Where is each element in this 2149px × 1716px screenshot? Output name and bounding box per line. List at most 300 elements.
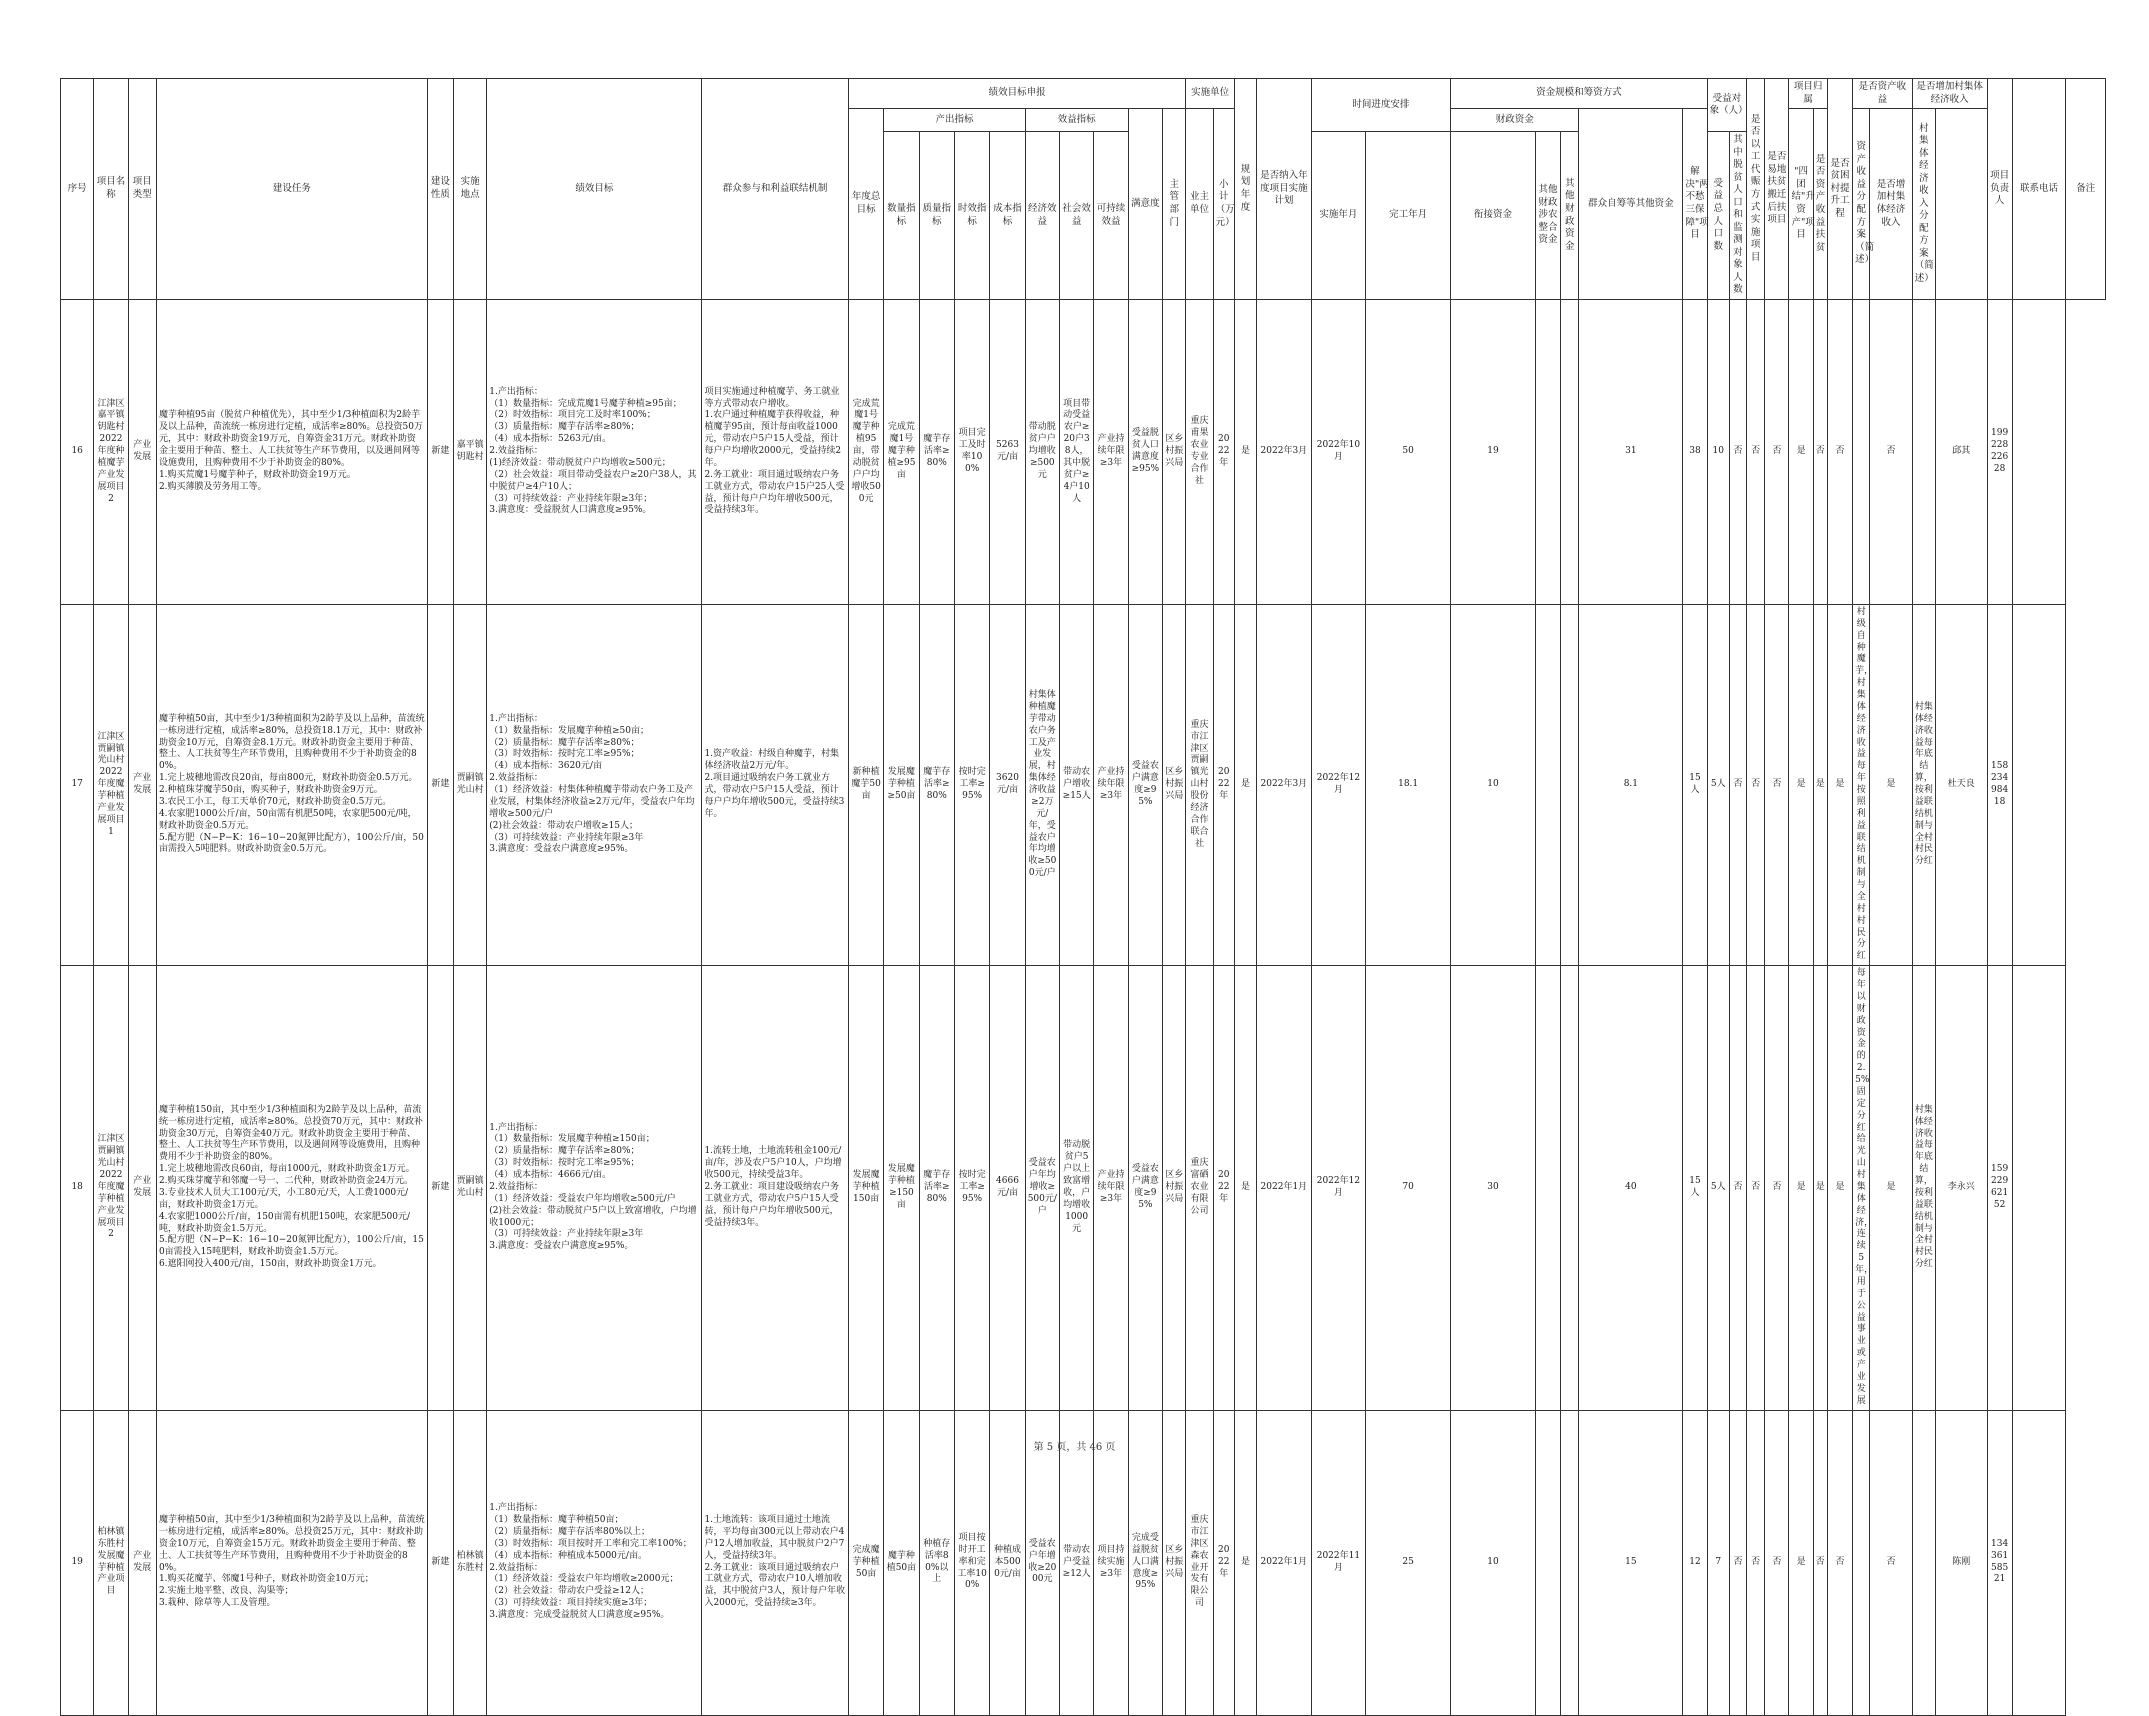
- header-collective: 是否增加村集体经济收入: [1912, 79, 1987, 109]
- cell-seq: [61, 299, 94, 604]
- cell-text: 否: [1815, 1556, 1825, 1567]
- cell-jointvillage: [1789, 1410, 1813, 1715]
- cell-text: 完成荒魔1号魔芋种植95亩，带动脱贫户户均增收500元: [851, 398, 881, 504]
- cell-text: 2022年12月: [1316, 1176, 1361, 1198]
- cell-phone: [1987, 966, 2012, 1410]
- header-collective-yes: 是否增加村集体经济收入: [1870, 109, 1912, 300]
- cell-text: 是: [1796, 1556, 1806, 1567]
- cell-sustain: [1094, 604, 1128, 965]
- cell-text: 江津区贾嗣镇光山村2022年度魔芋种植产业发展项目2: [97, 1134, 125, 1240]
- header-end: 完工年月: [1366, 132, 1451, 300]
- header-head: 项目负责人: [1987, 79, 2012, 300]
- cell-planyear: [1213, 1410, 1234, 1715]
- cell-connect: [1451, 966, 1536, 1410]
- header-subtotal: 小计（万元）: [1213, 109, 1234, 300]
- cell-text: 按时完工率≥95%: [958, 1170, 986, 1204]
- cell-coll-plan: [1912, 604, 1935, 965]
- cell-text: 受益脱贫人口满意度≥95%: [1131, 428, 1160, 474]
- cell-quality: [919, 299, 954, 604]
- header-other-fiscal: 其他财政资金: [1561, 132, 1579, 300]
- header-benefit: 效益指标: [1025, 109, 1128, 132]
- cell-cost: [990, 966, 1025, 1410]
- cell-text: 魔芋种植50亩: [886, 1550, 917, 1573]
- cell-text: 项目按时开工率和完工率100%: [957, 1532, 987, 1591]
- cell-benef-poor: [1707, 966, 1729, 1410]
- cell-text: 10: [1487, 1556, 1499, 1567]
- cell-text: 2022年3月: [1260, 446, 1308, 457]
- cell-text: 1.产出指标： （1）数量指标：魔芋种植50亩； （2）质量指标：魔芋存活率80%以上； （3）时效指标：项目按时开工率和完工率100%； （4）成本指标：种植成本5000元/亩。 2.效益指标： （1）经济效益：受益农户年均增收≥2000元； （2）社会效益：带动农户受益≥12人； （3）可持续效益：项目持续实施≥3年； 3.满意度：完成受益脱贫人口满意度≥95%。: [489, 1503, 692, 1621]
- cell-text: 按时完工率≥95%: [958, 767, 986, 802]
- cell-subtotal: [1366, 966, 1451, 1410]
- page-footer: 第 5 页，共 46 页: [1033, 1442, 1116, 1453]
- cell-text: 带动脱贫户户均增收≥500元: [1028, 422, 1056, 480]
- cell-text: 柏林镇东胜村: [456, 1550, 484, 1573]
- header-quality: 质量指标: [919, 132, 954, 300]
- cell-text: 每年以财政资金的2.5%固定分红给光山村集体经济，连续5年，用于公益事业或产业发展: [1855, 968, 1874, 1406]
- cell-text: 是: [1240, 1556, 1250, 1567]
- cell-dept: [1163, 966, 1186, 1410]
- cell-nature: [427, 299, 453, 604]
- cell-end: [1311, 299, 1366, 604]
- header-fund: 资金规模和筹资方式: [1451, 79, 1708, 109]
- cell-text: 2022年: [1218, 1544, 1230, 1579]
- cell-text: 13436158521: [1991, 1538, 2009, 1585]
- cell-benef-poor: [1707, 299, 1729, 604]
- cell-goal: [487, 604, 702, 965]
- cell-workrelief: [1729, 966, 1746, 1410]
- cell-start: [1257, 966, 1312, 1410]
- cell-text: 产业发展: [133, 1176, 152, 1198]
- cell-text: 2022年12月: [1316, 773, 1361, 796]
- cell-connect: [1451, 1410, 1536, 1715]
- cell-text: 否: [1733, 779, 1743, 790]
- cell-type: [128, 966, 156, 1410]
- cell-text: 1.资产收益：村级自种魔芋，村集体经济收益2万元/年。 2.项目通过吸纳农户务工就业方式，带动农户5户15人受益，预计每户户均年增收500元，受益持续3年。: [704, 749, 845, 819]
- cell-text: 否: [1733, 446, 1743, 457]
- cell-coll-yes: [1870, 299, 1912, 604]
- header-benef-total: 受益总人口数: [1707, 132, 1729, 300]
- cell-text: 是: [1240, 1181, 1250, 1192]
- cell-assetinc-yes: [1827, 299, 1852, 604]
- table-row: [61, 966, 2106, 1410]
- cell-qty: [884, 966, 919, 1410]
- cell-name: [94, 299, 128, 604]
- table-row: [61, 299, 2106, 604]
- cell-text: 否: [1772, 1556, 1782, 1567]
- cell-benef-total: [1683, 1410, 1707, 1715]
- cell-subtotal: [1366, 1410, 1451, 1715]
- cell-text: 邱其: [1952, 446, 1971, 457]
- cell-phone: [1987, 299, 2012, 604]
- cell-other: [1535, 966, 1560, 1410]
- cell-text: 70: [1402, 1181, 1414, 1192]
- cell-text: 2022年: [1218, 767, 1230, 802]
- header-joint-village: "四团结"升资产"项目: [1789, 109, 1813, 300]
- cell-inplan: [1234, 299, 1256, 604]
- cell-task: [156, 604, 427, 965]
- cell-assetinc-plan: [1853, 604, 1874, 965]
- cell-text: 4666元/亩: [996, 1176, 1019, 1198]
- header-cost: 成本指标: [990, 132, 1025, 300]
- cell-twoassure: [1765, 1410, 1789, 1715]
- cell-cost: [990, 1410, 1025, 1715]
- cell-text: 新建: [431, 1556, 450, 1567]
- cell-text: 项目完工及时率100%: [958, 428, 986, 474]
- cell-cost: [990, 299, 1025, 604]
- cell-head: [1935, 299, 1987, 604]
- cell-benef-total: [1683, 299, 1707, 604]
- cell-head: [1935, 1410, 1987, 1715]
- cell-mechanism: [702, 604, 848, 965]
- cell-text: 魔芋种植150亩，其中至少1/3种植面积为2龄芋及以上品种，苗流统一栋房进行定植，成活率≥80%。总投资70万元，其中：财政补助资金30万元，自筹资金40万元。财政补助资金主要用于种苗、整土、人工扶贫等生产环节费用，以及遇间网等设施费用，且购种费用不少于补助资金的80%。 1.完上坡穗地需改良60亩，每亩1000元，财政补助资金1万元。 2.购买珠芽魔芋和邻魔一号一、二代种，财政补助资金24万元。 3.专业技术人员大工100元/天，小工80元/天，人工费1000元/亩，财政补助资金1万元。 4.农家肥1000公斤/亩，150亩需有机肥150吨，农家肥500元/吨，财政补助资金1.5万元。 5.配方肥（N−P−K：16−10−20氮钾比配方），100公斤/亩，150亩需投入15吨肥料，财政补助资金1.5万元。 6.遮阳网投入400元/亩，150亩，财政补助资金1万元。: [158, 1104, 424, 1270]
- cell-text: 否: [1751, 1181, 1761, 1192]
- cell-mechanism: [702, 299, 848, 604]
- cell-annual: [848, 966, 883, 1410]
- cell-sustain: [1094, 1410, 1128, 1715]
- header-goal: 绩效目标: [487, 79, 702, 300]
- cell-planyear: [1213, 604, 1234, 965]
- cell-benef-poor: [1707, 604, 1729, 965]
- cell-selfraised: [1579, 1410, 1683, 1715]
- cell-text: 受益农户年均增收≥500元/户: [1027, 1158, 1057, 1216]
- cell-text: 发展魔芋种植≥150亩: [887, 1164, 915, 1210]
- cell-time: [954, 604, 989, 965]
- header-beneficiaries: 受益对象（人）: [1707, 79, 1746, 132]
- cell-text: 村集体经济收益每年底结算，按利益联结机制与全村村民分红: [1914, 701, 1933, 867]
- cell-text: 区乡村振兴局: [1165, 767, 1184, 802]
- header-attribution: 项目归属: [1789, 79, 1827, 109]
- cell-other: [1535, 299, 1560, 604]
- cell-connect: [1451, 604, 1536, 965]
- cell-dept: [1163, 299, 1186, 604]
- cell-text: 项目带动受益农户≥20户38人，其中脱贫户≥4户10人: [1063, 398, 1091, 504]
- cell-text: 8.1: [1623, 779, 1639, 790]
- cell-workrelief: [1729, 1410, 1746, 1715]
- header-place: 实施地点: [453, 79, 486, 300]
- cell-text: 否: [1751, 1556, 1761, 1567]
- cell-type: [128, 604, 156, 965]
- cell-name: [94, 604, 128, 965]
- cell-end: [1311, 1410, 1366, 1715]
- cell-text: 重庆市江津区森农业开发有限公司: [1190, 1515, 1209, 1609]
- header-remark: 备注: [2066, 79, 2106, 300]
- header-econ: 经济效益: [1025, 132, 1059, 300]
- cell-time: [954, 1410, 989, 1715]
- cell-text: 重庆甫果农业专业合作社: [1190, 416, 1209, 486]
- cell-subtotal: [1366, 604, 1451, 965]
- cell-text: 魔芋种植50亩，其中至少1/3种植面积为2龄芋及以上品种，苗流统一栋房进行定植，成活率≥80%，总投资18.1万元，其中：财政补助资金10万元，自筹资金8.1万元。财政补助资金主要用于种苗、整土、人工扶贫等生产环节费用，且购种费用不少于补助资金的80%。 1.完上坡穗地需改良20亩，每亩800元，财政补助资金0.5万元。 2.种植珠芽魔芋50亩，购买种子，财政补助资金9万元。 3.农民工小工，每工天单价70元，财政补助资金0.5万元。 4.农家肥1000公斤/亩，50亩需有机肥50吨，农家肥500元/吨，财政补助资金0.5万元。 5.配方肥（N−P−K：16−10−20氮钾比配方），100公斤/亩，50亩需投入5吨肥料。财政补助资金0.5万元。: [158, 713, 425, 855]
- cell-text: 19922822628: [1991, 428, 2009, 474]
- cell-satisfy: [1128, 604, 1162, 965]
- cell-text: 否: [1772, 1181, 1782, 1192]
- cell-satisfy: [1128, 299, 1162, 604]
- cell-text: 项目持续实施≥3年: [1097, 1544, 1125, 1579]
- cell-nature: [427, 604, 453, 965]
- cell-text: 魔芋种植50亩，其中至少1/3种植面积为2龄芋及以上品种，苗流统一栋房进行定植，成活率≥80%。总投资25万元，其中：财政补助资金10万元，自筹资金15万元。财政补助资金主要用于种苗、整土、人工扶贫等生产环节费用，且购种费用不少于补助资金的80%。 1.购买花魔芋、邻魔1号种子，财政补助资金10万元； 2.实施土地平整、改良、沟渠等； 3.栽种、除草等人工及管理。: [158, 1515, 425, 1609]
- cell-place: [453, 966, 486, 1410]
- header-output: 产出指标: [884, 109, 1025, 132]
- cell-text: 2022年1月: [1260, 1181, 1308, 1192]
- cell-coll-yes: [1870, 604, 1912, 965]
- cell-text: 杜天良: [1947, 779, 1975, 790]
- cell-text: 区乡村振兴局: [1165, 1170, 1184, 1204]
- cell-text: 2022年: [1218, 434, 1230, 468]
- cell-text: 村集体经济收益每年底结算，按利益联结机制与全村村民分红: [1914, 1104, 1933, 1270]
- cell-text: 陈刚: [1952, 1556, 1971, 1567]
- cell-text: 15823498418: [1991, 761, 2009, 807]
- cell-place: [453, 604, 486, 965]
- cell-text: 1.产出指标： （1）数量指标：发展魔芋种植≥150亩； （2）质量指标：魔芋存活率≥80%； （3）时效指标：按时完工率≥95%； （4）成本指标：4666元/亩。 2.效益指标： （1）经济效益：受益农户年均增收≥500元/户 (2)社会效益：带动脱贫户5户以上致富增收，户均增收1000元； （3）可持续效益：产业持续年限≥3年 3.满意度：受益农户满意度≥95%。: [489, 1122, 697, 1252]
- cell-text: 是: [1886, 1181, 1896, 1192]
- cell-text: 5人: [1710, 1181, 1726, 1192]
- cell-coll-plan: [1912, 966, 1935, 1410]
- header-qty: 数量指标: [884, 132, 919, 300]
- cell-text: 发展魔芋种植≥50亩: [887, 767, 916, 802]
- header-schedule: 时间进度安排: [1311, 79, 1450, 132]
- cell-assetinc-yes: [1827, 966, 1852, 1410]
- cell-selfraised: [1579, 604, 1683, 965]
- cell-satisfy: [1128, 1410, 1162, 1715]
- cell-satisfy: [1128, 966, 1162, 1410]
- cell-text: 村集体种植魔芋带动农户务工及产业发展，村集体经济收益≥2万元/年，受益农户年均增收≥500元/户: [1028, 690, 1057, 879]
- cell-text: 李永兴: [1947, 1181, 1975, 1192]
- cell-other: [1535, 1410, 1560, 1715]
- cell-mechanism: [702, 966, 848, 1410]
- cell-text: 15922962152: [1991, 1164, 2009, 1210]
- cell-planyear: [1213, 299, 1234, 604]
- cell-quality: [919, 1410, 954, 1715]
- cell-text: 带动脱贫户5户以上致富增收，户均增收1000元: [1063, 1140, 1091, 1234]
- cell-text: 产业发展: [133, 773, 152, 796]
- cell-type: [128, 299, 156, 604]
- cell-text: 否: [1815, 446, 1825, 457]
- cell-povertyvillage: [1813, 1410, 1827, 1715]
- header-collective-plan: 村集体经济收入分配方案（简述）: [1912, 109, 1935, 300]
- cell-other: [1535, 604, 1560, 965]
- cell-poorvillage: [1747, 966, 1765, 1410]
- cell-planyear: [1213, 966, 1234, 1410]
- cell-phone: [1987, 1410, 2012, 1715]
- cell-text: 38: [1689, 446, 1701, 457]
- cell-text: 是: [1815, 1181, 1825, 1192]
- cell-text: 否: [1772, 446, 1782, 457]
- header-project-type: 项目类型: [128, 79, 156, 300]
- cell-place: [453, 1410, 486, 1715]
- cell-text: 2022年11月: [1316, 1550, 1361, 1573]
- cell-social: [1059, 604, 1093, 965]
- header-social: 社会效益: [1059, 132, 1093, 300]
- cell-task: [156, 966, 427, 1410]
- cell-qty: [884, 604, 919, 965]
- cell-otherfin: [1561, 1410, 1579, 1715]
- cell-text: 村级自种魔芋，村集体经济收益每年按照利益联结机制与全村村民分红: [1855, 606, 1874, 962]
- cell-text: 魔芋存活率≥80%: [923, 767, 951, 802]
- cell-quality: [919, 604, 954, 965]
- cell-goal: [487, 299, 702, 604]
- project-table: [60, 78, 2106, 1716]
- cell-workrelief: [1729, 299, 1746, 604]
- header-asset-income: 是否资产收益: [1853, 79, 1913, 109]
- cell-jointvillage: [1789, 299, 1813, 604]
- cell-text: 受益农户满意度≥95%: [1131, 761, 1159, 807]
- cell-inplan: [1234, 966, 1256, 1410]
- header-owner: 业主单位: [1186, 109, 1213, 300]
- cell-text: 新种植魔芋50亩: [851, 767, 881, 802]
- header-phone: 联系电话: [2012, 79, 2066, 300]
- cell-type: [128, 1410, 156, 1715]
- cell-econ: [1025, 966, 1059, 1410]
- header-task: 建设任务: [156, 79, 427, 300]
- header-time: 时效指标: [954, 132, 989, 300]
- cell-text: 19: [1487, 446, 1499, 457]
- cell-cost: [990, 604, 1025, 965]
- cell-text: 是: [1240, 779, 1250, 790]
- cell-head: [1935, 966, 1987, 1410]
- cell-twoassure: [1765, 966, 1789, 1410]
- cell-seq: [61, 1410, 94, 1715]
- cell-text: 发展魔芋种植150亩: [852, 1170, 880, 1204]
- header-asset-income-plan: 资产收益分配方案（简述）: [1853, 109, 1870, 300]
- cell-text: 5263元/亩: [996, 440, 1019, 462]
- cell-text: 否: [1835, 446, 1845, 457]
- cell-text: 1.流转土地，土地流转租金100元/亩/年，涉及农户5户10人，户均增收500元，持续受益3年。 2.务工就业：项目建设吸纳农户务工就业方式，带动农户5户15人受益，预计每户户均年增收500元，受益持续3年。: [704, 1146, 842, 1228]
- cell-nature: [427, 966, 453, 1410]
- cell-inplan: [1234, 604, 1256, 965]
- header-in-plan: 是否纳入年度项目实施计划: [1257, 79, 1312, 300]
- cell-assetinc-plan: [1853, 1410, 1870, 1715]
- cell-annual: [848, 299, 883, 604]
- cell-text: 魔芋种植95亩（脱贫户种植优先），其中至少1/3种植面积为2龄芋及以上品种，苗流统一栋房进行定植，成活率≥80%。总投资50万元，其中：财政补助资金19万元，自筹资金31万元。财政补助资金主要用于种苗、整土、人工扶贫等生产环节费用，以及遇间网等设施费用，且购种费用不少于补助资金的80%。 1.购买荒魔1号魔芋种子，财政补助资金19万元。 2.购买薄膜及劳务用工等。: [158, 410, 423, 492]
- cell-quality: [919, 966, 954, 1410]
- cell-subtotal: [1366, 299, 1451, 604]
- cell-text: 是: [1835, 1181, 1845, 1192]
- cell-text: 12: [1689, 1556, 1701, 1567]
- header-plan-year: 规划年度: [1234, 79, 1256, 300]
- cell-start: [1257, 604, 1312, 965]
- cell-econ: [1025, 299, 1059, 604]
- cell-task: [156, 299, 427, 604]
- cell-social: [1059, 299, 1093, 604]
- header-dept: 主管部门: [1163, 109, 1186, 300]
- cell-text: 区乡村振兴局: [1165, 434, 1184, 468]
- cell-text: 受益农户满意度≥95%: [1131, 1164, 1159, 1210]
- cell-selfraised: [1579, 299, 1683, 604]
- cell-head: [1935, 604, 1987, 965]
- cell-poorvillage: [1747, 1410, 1765, 1715]
- cell-text: 魔芋存活率≥80%: [923, 434, 951, 468]
- header-relocation: 是否易地扶贫搬迁后扶项目: [1765, 79, 1789, 300]
- cell-text: 否: [1886, 446, 1896, 457]
- cell-text: 17: [71, 779, 83, 790]
- cell-otherfin: [1561, 299, 1579, 604]
- cell-text: 新建: [431, 446, 450, 457]
- cell-text: 1.产出指标： （1）数量指标：发展魔芋种植≥50亩； （2）质量指标：魔芋存活率≥80%； （3）时效指标：按时完工率≥95%； （4）成本指标：3620元/亩 2.效益指标： （1）经济效益：村集体种植魔芋带动农户务工及产业发展，村集体经济收益≥2万元/年，受益农户年均增收≥500元/户 (2)社会效益：带动农户增收≥15人； （3）可持续效益：产业持续年限≥3年 3.满意度：受益农户满意度≥95%。: [489, 713, 695, 855]
- table-row: [61, 1410, 2106, 1715]
- cell-poorvillage: [1747, 299, 1765, 604]
- cell-text: 柏林镇东胜村发展魔芋种植产业项目: [97, 1526, 125, 1597]
- cell-dept: [1163, 604, 1186, 965]
- cell-text: 5人: [1710, 779, 1726, 790]
- cell-text: 50: [1402, 446, 1414, 457]
- table-row: [61, 604, 2106, 965]
- header-fiscal: 财政资金: [1451, 109, 1579, 132]
- cell-text: 18: [71, 1181, 83, 1192]
- cell-owner: [1186, 604, 1213, 965]
- cell-end: [1311, 604, 1366, 965]
- cell-place: [453, 299, 486, 604]
- header-connect-fund: 衔接资金: [1451, 132, 1536, 300]
- cell-text: 否: [1751, 779, 1761, 790]
- cell-start: [1257, 1410, 1312, 1715]
- cell-text: 10: [1487, 779, 1499, 790]
- cell-twoassure: [1765, 604, 1789, 965]
- cell-seq: [61, 604, 94, 965]
- cell-name: [94, 966, 128, 1410]
- header-poverty-village: 是否贫困村提升工程: [1827, 79, 1852, 300]
- header-two-assure: 解决"两不愁三保障"项目: [1683, 109, 1707, 300]
- cell-workrelief: [1729, 604, 1746, 965]
- cell-benef-poor: [1707, 1410, 1729, 1715]
- cell-text: 完成魔芋种植50亩: [852, 1544, 880, 1579]
- cell-name: [94, 1410, 128, 1715]
- cell-povertyvillage: [1813, 966, 1827, 1410]
- cell-text: 否: [1733, 1556, 1743, 1567]
- header-seq: 序号: [61, 79, 94, 300]
- cell-poorvillage: [1747, 604, 1765, 965]
- cell-text: 是: [1796, 1181, 1806, 1192]
- cell-text: 是: [1240, 446, 1250, 457]
- cell-text: 产业发展: [133, 440, 152, 462]
- cell-coll-yes: [1870, 966, 1912, 1410]
- cell-econ: [1025, 604, 1059, 965]
- cell-text: 15人: [1689, 773, 1701, 796]
- header-self-raised: 群众自筹等其他资金: [1579, 109, 1683, 300]
- cell-owner: [1186, 1410, 1213, 1715]
- cell-text: 30: [1487, 1181, 1499, 1192]
- cell-text: 重庆市江津区贾嗣镇光山村股份经济合作联合社: [1190, 719, 1209, 849]
- cell-text: 19: [71, 1556, 83, 1567]
- cell-phone: [1987, 604, 2012, 965]
- cell-benef-total: [1683, 604, 1707, 965]
- cell-assetinc-plan: [1853, 299, 1870, 604]
- cell-nature: [427, 1410, 453, 1715]
- cell-selfraised: [1579, 966, 1683, 1410]
- cell-assetinc-plan: [1853, 966, 1874, 1410]
- cell-text: 25: [1402, 1556, 1414, 1567]
- cell-coll-plan: [1912, 299, 1935, 604]
- cell-text: 2022年1月: [1260, 1556, 1308, 1567]
- cell-remark: [2012, 1410, 2066, 1715]
- cell-text: 15: [1625, 1556, 1637, 1567]
- cell-inplan: [1234, 1410, 1256, 1715]
- cell-text: 是: [1886, 779, 1896, 790]
- header-benef-poor: 其中脱贫人口和监测对象人数: [1729, 132, 1746, 300]
- table-body: [61, 299, 2106, 1715]
- cell-text: 7: [1715, 1556, 1722, 1567]
- cell-text: 1.产出指标： （1）数量指标：完成荒魔1号魔芋种植≥95亩； （2）时效指标：项目完工及时率100%； （3）质量指标：魔芋存活率≥80%； （4）成本指标：5263元/亩。 2.效益指标： (1)经济效益：带动脱贫户户均增收≥500元； （2）社会效益：项目带动受益农户≥20户38人，其中脱贫户≥4户10人； （3）可持续效益：产业持续年限≥3年； 3.满意度：受益脱贫人口满意度≥95%。: [489, 386, 697, 516]
- cell-text: 产业持续年限≥3年: [1097, 1170, 1125, 1204]
- cell-text: 是: [1835, 779, 1845, 790]
- cell-coll-plan: [1912, 1410, 1935, 1715]
- cell-annual: [848, 604, 883, 965]
- cell-remark: [2012, 604, 2066, 965]
- cell-text: 2022年3月: [1260, 779, 1308, 790]
- cell-econ: [1025, 1410, 1059, 1715]
- header-work-relief: 是否以工代赈方式实施项目: [1747, 79, 1765, 300]
- header-start: 实施年月: [1311, 132, 1366, 300]
- cell-text: 新建: [431, 1181, 450, 1192]
- cell-text: 带动农户增收≥15人: [1062, 767, 1091, 802]
